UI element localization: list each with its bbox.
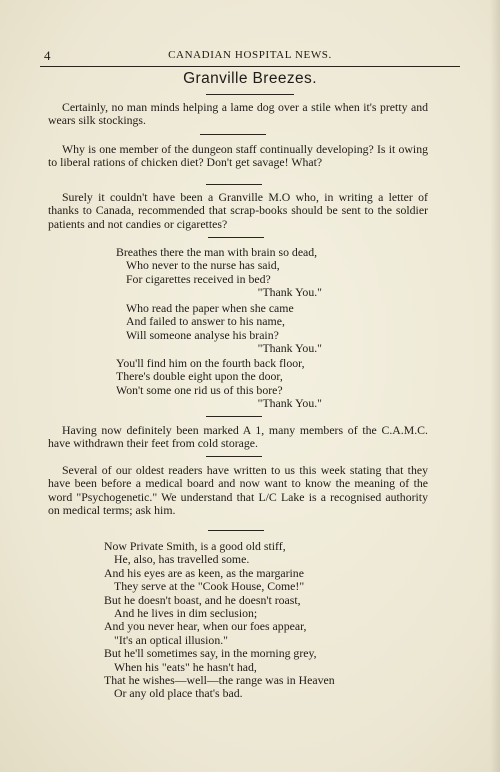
poem-refrain: "Thank You."	[257, 396, 322, 411]
divider-2	[206, 184, 262, 185]
divider-1	[200, 134, 266, 135]
divider-3	[208, 237, 264, 238]
divider-4	[206, 416, 262, 417]
divider-6	[208, 530, 264, 531]
poem-line: Will someone analyse his brain?	[126, 327, 279, 342]
poem-line: Won't some one rid us of this bore?	[116, 382, 283, 397]
header-rule	[40, 66, 460, 67]
poem-line: Who never to the nurse has said,	[126, 258, 280, 273]
poem-stanza-1	[116, 246, 376, 300]
poem-line: And his eyes are as keen, as the margarine	[104, 565, 304, 580]
poem-line: There's double eight upon the door,	[116, 369, 283, 384]
running-header	[40, 48, 460, 64]
poem-line: But he'll sometimes say, in the morning grey,	[104, 646, 317, 661]
poem-stanza-2	[116, 302, 376, 356]
poem-line: And failed to answer to his name,	[126, 314, 285, 329]
poem-line: Now Private Smith, is a good old stiff,	[104, 539, 286, 553]
paragraph-5: Several of our oldest readers have written to us this week stating that they have been before a medical board and now want to know the meaning of the word "Psychogenetic." We understand that L/C Lake is a recognised authority on medical terms; ask him.	[48, 463, 428, 518]
paragraph-2: Why is one member of the dungeon staff continually developing? Is it owing to liberal rations of chicken diet? Don't get savage! What?	[48, 142, 428, 170]
poem-private-smith	[104, 540, 404, 701]
poem-line: Who read the paper when she came	[126, 301, 294, 315]
paragraph-1: Certainly, no man minds helping a lame dog over a stile when it's pretty and wears silk stockings.	[48, 100, 428, 128]
poem-stanza-3	[116, 357, 376, 411]
poem-refrain: "Thank You."	[257, 341, 322, 356]
page-number: 4	[44, 48, 52, 63]
poem-line: He, also, has travelled some.	[114, 552, 250, 567]
poem-refrain: "Thank You."	[257, 285, 322, 300]
article-title: Granville Breezes.	[183, 70, 317, 87]
divider-5	[206, 456, 262, 457]
poem-line: And he lives in dim seclusion;	[114, 606, 258, 621]
poem-line: That he wishes—well—the range was in Heaven	[104, 673, 335, 688]
poem-line: When his "eats" he hasn't had,	[114, 659, 257, 674]
poem-line: They serve at the "Cook House, Come!"	[114, 579, 305, 594]
paragraph-4: Having now definitely been marked A 1, many members of the C.A.M.C. have withdrawn their feet from cold storage.	[48, 423, 428, 451]
poem-line: And you never hear, when our foes appear,	[104, 619, 307, 634]
page-edge-shadow	[490, 0, 500, 772]
poem-line: You'll find him on the fourth back floor,	[116, 356, 305, 370]
poem-line: But he doesn't boast, and he doesn't roast,	[104, 592, 301, 607]
poem-line: Or any old place that's bad.	[114, 686, 243, 701]
poem-line: "It's an optical illusion."	[114, 632, 228, 647]
title-divider	[206, 94, 294, 95]
poem-line: Breathes there the man with brain so dead,	[116, 245, 318, 259]
poem-line: For cigarettes received in bed?	[126, 271, 271, 286]
running-title: CANADIAN HOSPITAL NEWS.	[168, 49, 332, 61]
paragraph-3: Surely it couldn't have been a Granville M.O who, in writing a letter of thanks to Canada, recommended that scrap-books should be sent to the soldier patients and not candies or cigarettes?	[48, 190, 428, 231]
